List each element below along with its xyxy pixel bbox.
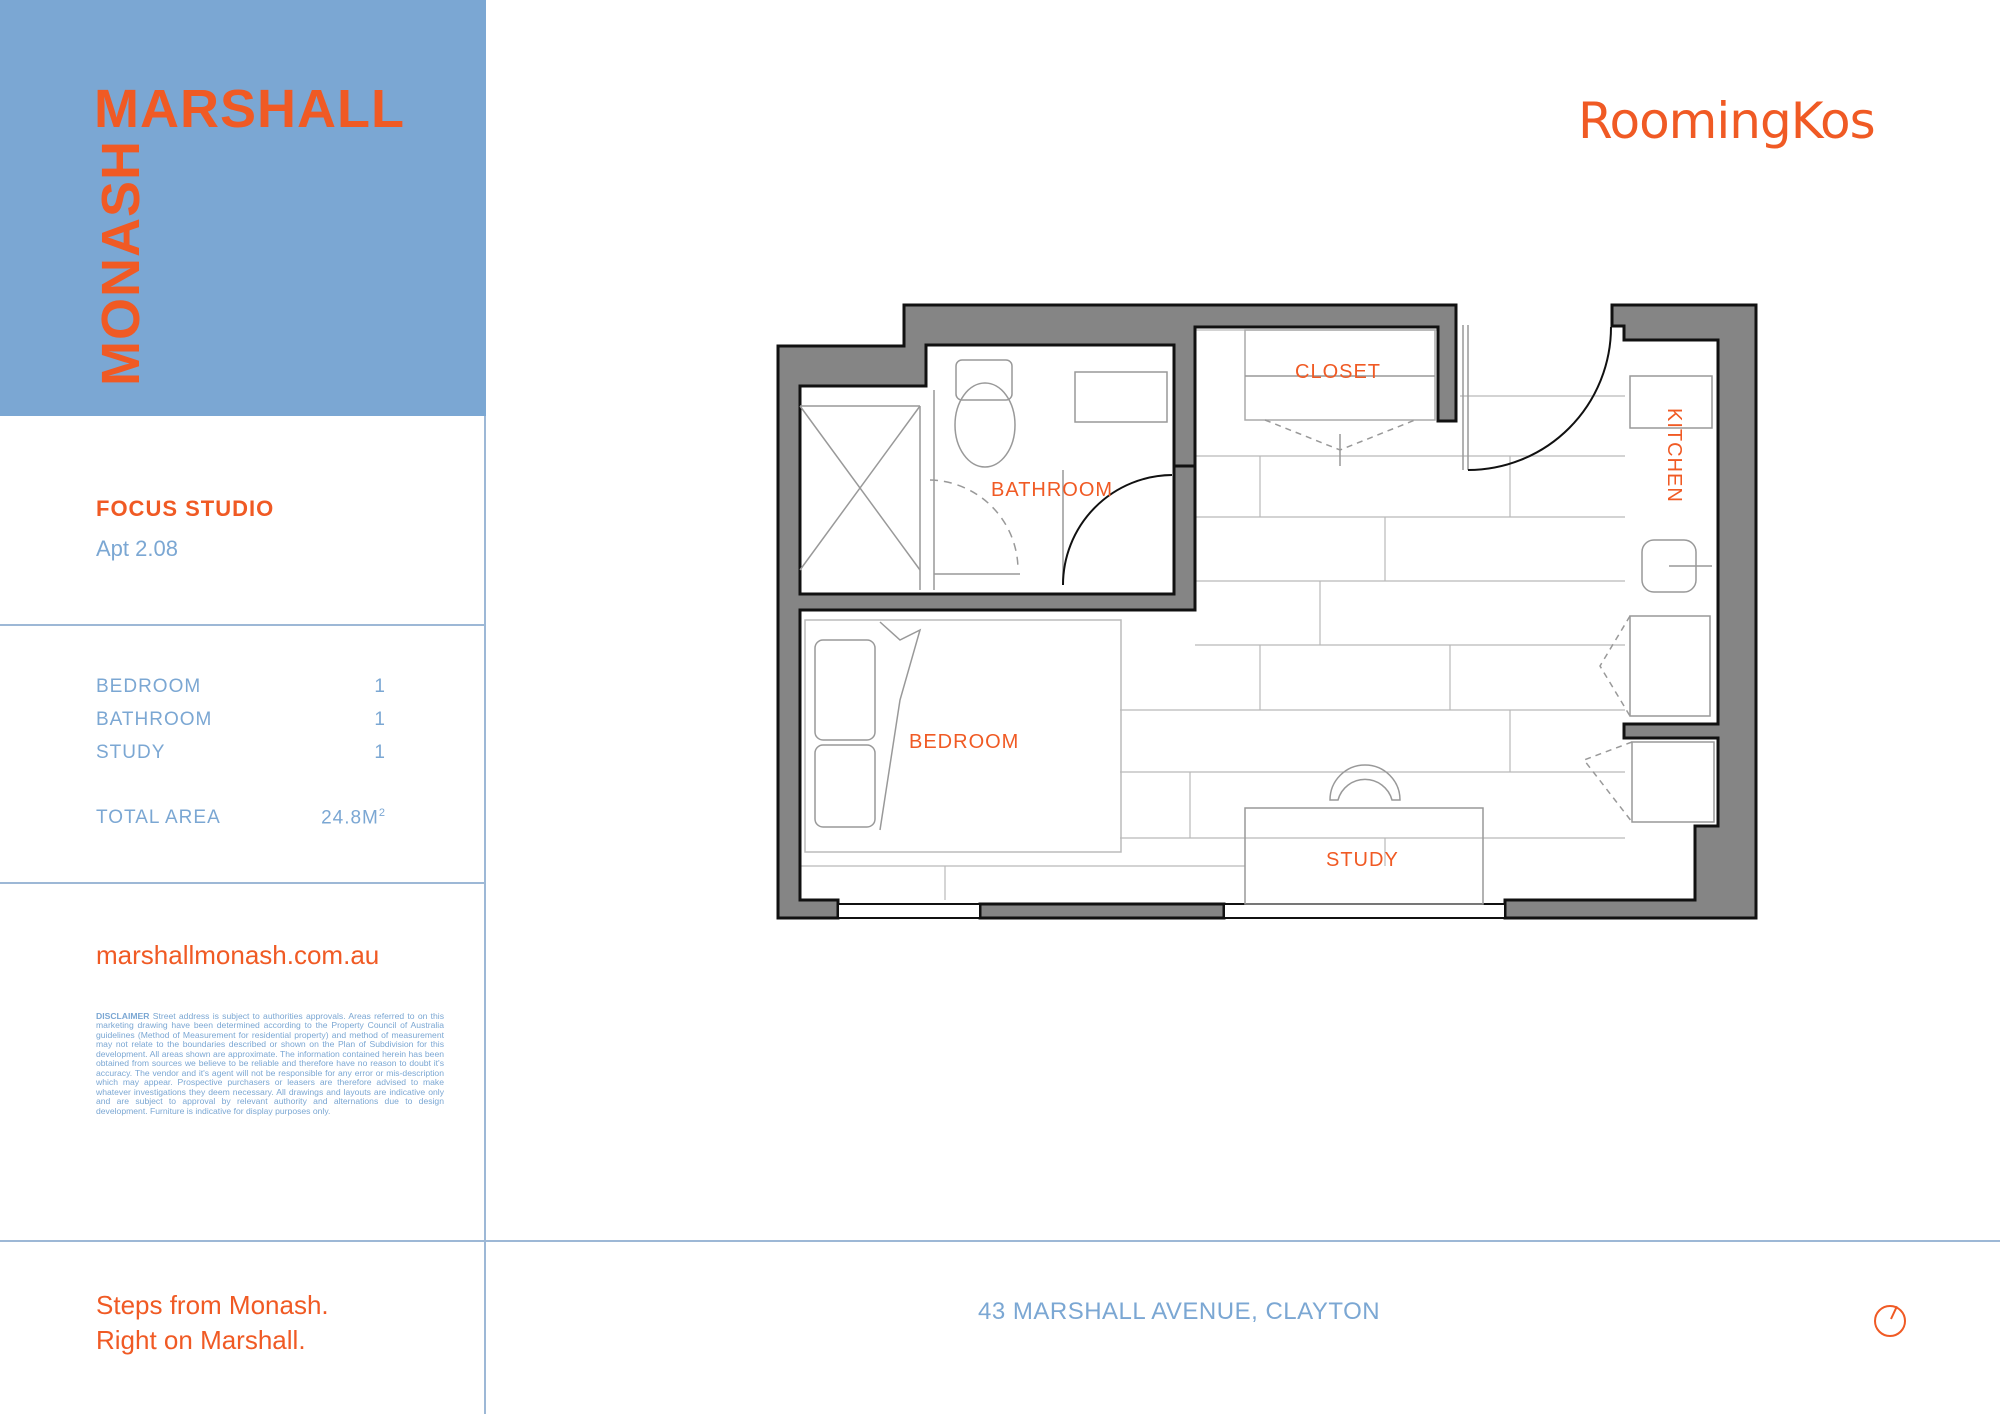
- bathroom-label: BATHROOM: [991, 479, 1114, 501]
- total-area-label: TOTAL AREA: [96, 807, 221, 828]
- spec-value: 1: [374, 676, 386, 697]
- floor-tiles: [800, 330, 1625, 900]
- study-label: STUDY: [1326, 849, 1399, 871]
- tagline: Steps from Monash. Right on Marshall.: [96, 1290, 329, 1356]
- disclaimer: DISCLAIMER Street address is subject to authorities approvals. Areas referred to on this marketing drawing have been determined according to the Property Council of Australia guidelines (Method of Measurement for residential property) and method of measurement may not relate to the boundaries described or shown on the Plan of Subdivision for this development. All areas shown are approximate. The information contained herein has been obtained from sources we believe to be reliable and therefore have no reason to doubt it's accuracy. The vendor and it's agent will not be responsible for any error or mis-description which may appear. Prospective purchasers or leasers are therefore advised to make whatever investigations they deem necessary. All drawings and layouts are indicative only and are subject to approval by relevant authority and alternations due to design development. Furniture is indicative for display purposes only.: [96, 1011, 444, 1116]
- spec-value: 1: [374, 742, 386, 763]
- spec-label: BATHROOM: [96, 709, 213, 730]
- walls: [778, 305, 1756, 918]
- property-address: 43 MARSHALL AVENUE, CLAYTON: [978, 1298, 1381, 1325]
- spec-label: BEDROOM: [96, 676, 202, 697]
- roomingkos-logo: RoomingKos: [1578, 92, 1875, 150]
- website-link[interactable]: marshallmonash.com.au: [96, 940, 380, 970]
- fixtures: [800, 325, 1714, 904]
- kitchen-label: KITCHEN: [1663, 408, 1685, 503]
- spec-value: 1: [374, 709, 386, 730]
- spec-label: STUDY: [96, 742, 166, 763]
- brand-logo-line1: MARSHALL: [94, 79, 405, 139]
- closet-label: CLOSET: [1295, 361, 1382, 383]
- bedroom-label: BEDROOM: [909, 731, 1020, 753]
- total-area-value: $24.8M^2$: [321, 807, 386, 829]
- unit-title: FOCUS STUDIO: [96, 496, 275, 521]
- brand-logo-line2: MONASH: [91, 140, 151, 386]
- apartment-number: Apt 2.08: [96, 536, 178, 561]
